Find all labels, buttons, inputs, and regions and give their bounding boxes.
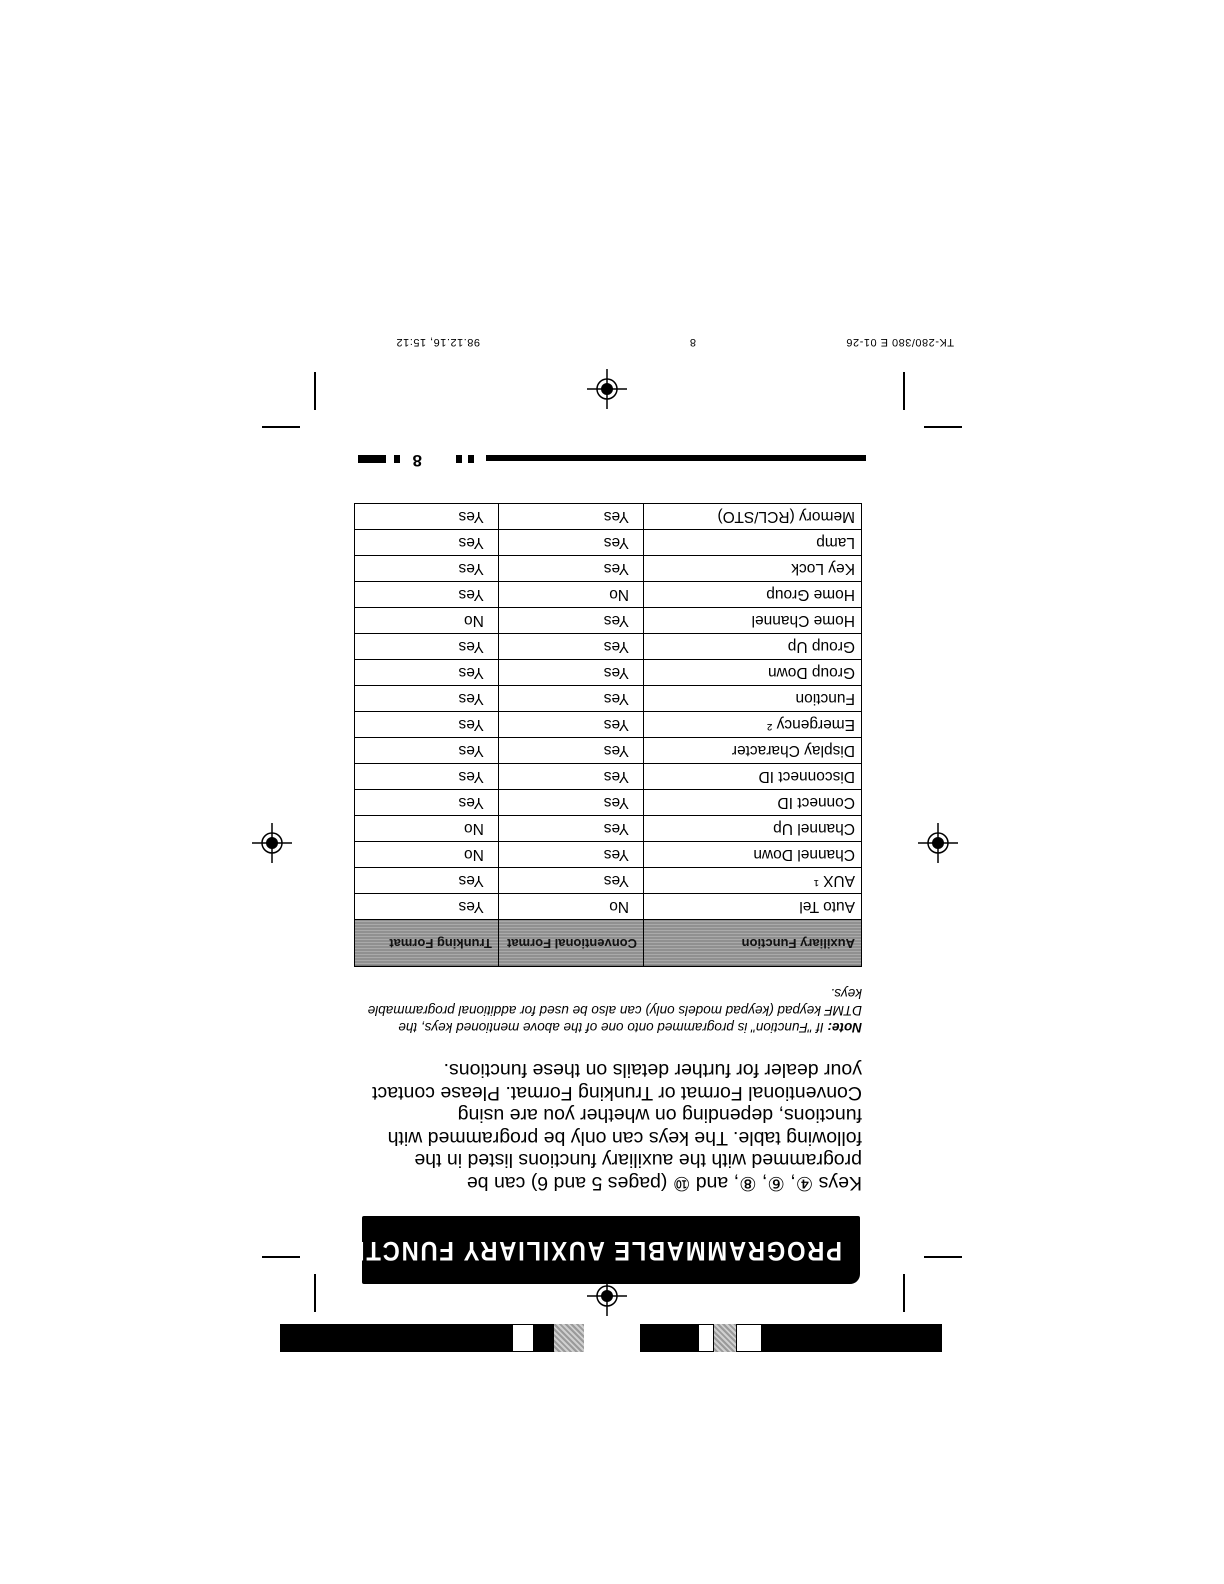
- function-cell: Auto Tel: [644, 894, 862, 920]
- conventional-cell: Yes: [498, 504, 643, 530]
- page-rule-dot: [394, 455, 400, 463]
- function-cell: Group Down: [644, 660, 862, 686]
- crop-mark: [924, 426, 962, 428]
- function-cell: Function: [644, 686, 862, 712]
- crop-mark: [262, 426, 300, 428]
- table-row: [355, 764, 862, 790]
- crop-mark: [262, 1256, 300, 1258]
- table-row: [355, 530, 862, 556]
- function-cell: Group Up: [644, 634, 862, 660]
- conventional-cell: Yes: [498, 738, 643, 764]
- trunking-cell: Yes: [355, 764, 499, 790]
- page-rule-dot: [468, 455, 474, 463]
- registration-mark-icon: [587, 369, 627, 409]
- page-rule-end: [358, 455, 386, 463]
- trunking-cell: Yes: [355, 582, 499, 608]
- trunking-cell: Yes: [355, 530, 499, 556]
- trunking-cell: Yes: [355, 790, 499, 816]
- table-body: [355, 504, 862, 920]
- function-cell: Memory (RCL/STO): [644, 504, 862, 530]
- page-rule: [486, 455, 866, 461]
- conventional-cell: Yes: [498, 764, 643, 790]
- table-row: [355, 634, 862, 660]
- column-header-trunking: Trunking Format: [355, 920, 499, 967]
- conventional-cell: Yes: [498, 634, 643, 660]
- table-row: [355, 816, 862, 842]
- function-cell: Display Character: [644, 738, 862, 764]
- conventional-cell: Yes: [498, 816, 643, 842]
- crop-mark: [924, 1256, 962, 1258]
- table-row: [355, 504, 862, 530]
- table-row: [355, 894, 862, 920]
- conventional-cell: No: [498, 894, 643, 920]
- table-row: [355, 582, 862, 608]
- trunking-cell: Yes: [355, 868, 499, 894]
- trunking-cell: No: [355, 816, 499, 842]
- column-header-function: Auxiliary Function: [644, 920, 862, 967]
- conventional-cell: Yes: [498, 660, 643, 686]
- note-label: Note:: [827, 1020, 862, 1035]
- color-bar-right: [280, 1324, 584, 1352]
- color-bar-left: [640, 1324, 942, 1352]
- table-row: [355, 738, 862, 764]
- crop-mark: [903, 372, 905, 410]
- function-cell: Connect ID: [644, 790, 862, 816]
- note-text: If "Function" is programmed onto one of the above mentioned keys, the DTMF keypad (keypad models only) can also be used for additional programmable keys.: [367, 986, 862, 1035]
- crop-mark: [903, 1274, 905, 1312]
- footer-date: 98.12.16, 15:12: [396, 336, 480, 348]
- conventional-cell: Yes: [498, 608, 643, 634]
- table-row: [355, 842, 862, 868]
- page-rule-dot: [456, 455, 462, 463]
- trunking-cell: Yes: [355, 894, 499, 920]
- conventional-cell: Yes: [498, 686, 643, 712]
- column-header-conventional: Conventional Format: [498, 920, 643, 967]
- footer-file: TK-280/380 E 01-26: [845, 336, 954, 348]
- page-number: 8: [412, 451, 422, 470]
- auxiliary-functions-table: [354, 503, 862, 967]
- crop-mark: [314, 372, 316, 410]
- trunking-cell: No: [355, 608, 499, 634]
- intro-paragraph: [362, 1058, 862, 1194]
- trunking-cell: Yes: [355, 556, 499, 582]
- conventional-cell: No: [498, 582, 643, 608]
- function-cell: Disconnect ID: [644, 764, 862, 790]
- function-cell: Channel Up: [644, 816, 862, 842]
- function-cell: Home Group: [644, 582, 862, 608]
- table-row: [355, 868, 862, 894]
- conventional-cell: Yes: [498, 530, 643, 556]
- trunking-cell: Yes: [355, 660, 499, 686]
- section-title-banner: [299, 1216, 860, 1284]
- conventional-cell: Yes: [498, 556, 643, 582]
- trunking-cell: Yes: [355, 686, 499, 712]
- table-header-row: [355, 920, 862, 967]
- note: [362, 985, 862, 1036]
- conventional-cell: Yes: [498, 868, 643, 894]
- intro-text: Keys ④, ⑥, ⑧, and ⑩ (pages 5 and 6) can be programmed with the auxiliary functions listed in the following table. The keys can only be programmed with functions, depending on whether you are using Conventional Format or Trunking Format. Please contact your dealer for further details on these functions.: [372, 1059, 862, 1194]
- table-row: [355, 660, 862, 686]
- table-row: [355, 608, 862, 634]
- table-row: [355, 686, 862, 712]
- function-cell: Lamp: [644, 530, 862, 556]
- trunking-cell: Yes: [355, 712, 499, 738]
- trunking-cell: No: [355, 842, 499, 868]
- table-row: [355, 556, 862, 582]
- trunking-cell: Yes: [355, 504, 499, 530]
- function-cell: Key Lock: [644, 556, 862, 582]
- footer-page: 8: [689, 336, 696, 348]
- crop-mark: [314, 1274, 316, 1312]
- conventional-cell: Yes: [498, 790, 643, 816]
- trunking-cell: Yes: [355, 738, 499, 764]
- table-row: [355, 790, 862, 816]
- function-cell: Emergency ²: [644, 712, 862, 738]
- function-cell: AUX ¹: [644, 868, 862, 894]
- conventional-cell: Yes: [498, 842, 643, 868]
- trunking-cell: Yes: [355, 634, 499, 660]
- registration-mark-icon: [918, 823, 958, 863]
- section-title: PROGRAMMABLE AUXILIARY FUNCTIONS: [299, 1236, 842, 1266]
- function-cell: Channel Down: [644, 842, 862, 868]
- registration-mark-icon: [252, 823, 292, 863]
- table-row: [355, 712, 862, 738]
- conventional-cell: Yes: [498, 712, 643, 738]
- function-cell: Home Channel: [644, 608, 862, 634]
